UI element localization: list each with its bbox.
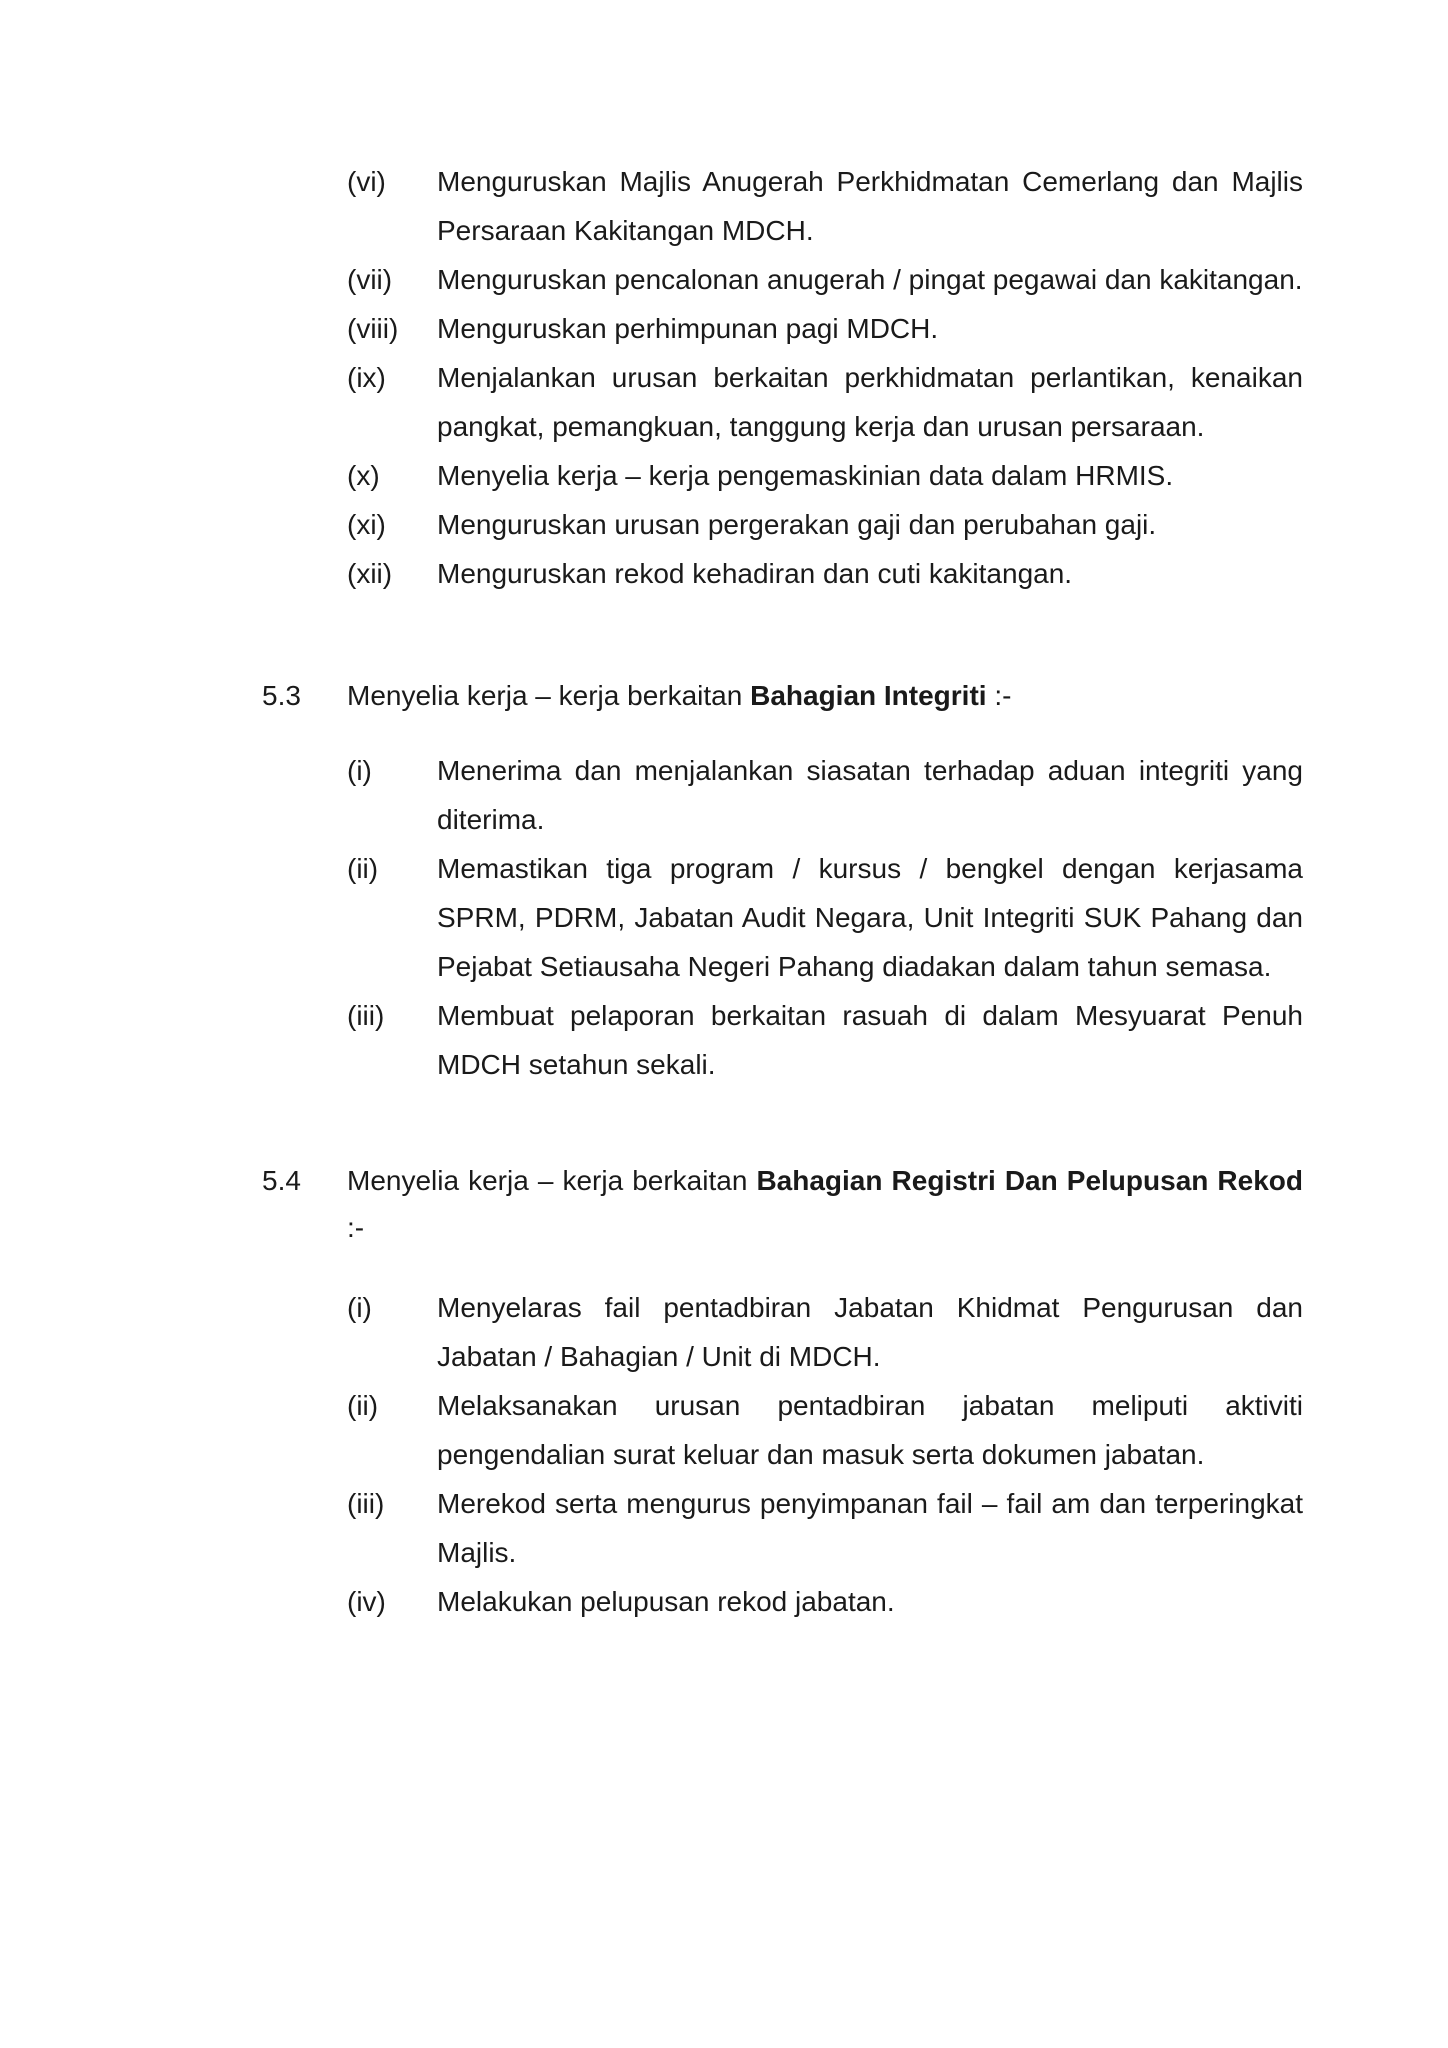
item-number: (vii): [347, 264, 393, 295]
section-heading-text: [347, 1157, 1303, 1251]
section-heading-bold: Bahagian Integriti: [750, 680, 987, 711]
section-heading-bold: Bahagian Registri Dan Pelupusan Rekod: [756, 1165, 1303, 1196]
item-text: Menguruskan urusan pergerakan gaji dan perubahan gaji.: [437, 509, 1157, 540]
item-text: Menguruskan Majlis Anugerah Perkhidmatan Cemerlang dan Majlis Persaraan Kakitangan MDCH.: [437, 166, 1303, 246]
item-text: Menguruskan rekod kehadiran dan cuti kakitangan.: [437, 558, 1073, 589]
list-5-3: [0, 746, 1448, 1089]
list-item-ii: [0, 844, 1448, 991]
item-number: (viii): [347, 313, 399, 344]
list-item-ix: [0, 353, 1448, 451]
item-text: Membuat pelaporan berkaitan rasuah di dalam Mesyuarat Penuh MDCH setahun sekali.: [437, 1000, 1303, 1080]
section-number: 5.3: [262, 680, 301, 711]
list-5-2-continued: [0, 157, 1448, 598]
item-text: Melaksanakan urusan pentadbiran jabatan meliputi aktiviti pengendalian surat keluar dan masuk serta dokumen jabatan.: [437, 1390, 1303, 1470]
item-text: Menyelia kerja – kerja pengemaskinian data dalam HRMIS.: [437, 460, 1174, 491]
item-number: (xi): [347, 509, 386, 540]
list-item-i: [0, 1283, 1448, 1381]
list-item-xi: [0, 500, 1448, 549]
item-text: Menguruskan pencalonan anugerah / pingat pegawai dan kakitangan.: [437, 264, 1303, 295]
list-item-iii: [0, 991, 1448, 1089]
section-heading-suffix: :-: [986, 680, 1012, 711]
list-item-vii: [0, 255, 1448, 304]
section-heading-prefix: Menyelia kerja – kerja berkaitan: [347, 680, 751, 711]
item-text: Menjalankan urusan berkaitan perkhidmatan perlantikan, kenaikan pangkat, pemangkuan, tanggung kerja dan urusan persaraan.: [437, 362, 1303, 442]
item-number: (iii): [347, 1000, 385, 1031]
item-number: (iv): [347, 1586, 386, 1617]
item-number: (i): [347, 755, 372, 786]
list-item-i: [0, 746, 1448, 844]
item-number: (iii): [347, 1488, 385, 1519]
list-item-iii: [0, 1479, 1448, 1577]
list-item-xii: [0, 549, 1448, 598]
list-item-vi: [0, 157, 1448, 255]
item-number: (x): [347, 460, 380, 491]
item-text: Merekod serta mengurus penyimpanan fail – fail am dan terperingkat Majlis.: [437, 1488, 1303, 1568]
item-text: Menyelaras fail pentadbiran Jabatan Khidmat Pengurusan dan Jabatan / Bahagian / Unit di MDCH.: [437, 1292, 1303, 1372]
list-item-x: [0, 451, 1448, 500]
section-heading-prefix: Menyelia kerja – kerja berkaitan: [347, 1165, 757, 1196]
section-heading-text: [347, 672, 1303, 719]
list-5-4: [0, 1283, 1448, 1626]
section-5-3-heading: [0, 672, 1448, 719]
item-number: (i): [347, 1292, 372, 1323]
list-item-ii: [0, 1381, 1448, 1479]
item-number: (ii): [347, 853, 379, 884]
item-number: (ix): [347, 362, 386, 393]
section-number: 5.4: [262, 1165, 301, 1196]
list-item-iv: [0, 1577, 1448, 1626]
item-text: Memastikan tiga program / kursus / bengkel dengan kerjasama SPRM, PDRM, Jabatan Audit Negara, Unit Integriti SUK Pahang dan Pejabat Setiausaha Negeri Pahang diadakan dalam tahun semasa.: [437, 853, 1303, 982]
item-number: (ii): [347, 1390, 379, 1421]
item-number: (xii): [347, 558, 393, 589]
item-text: Menguruskan perhimpunan pagi MDCH.: [437, 313, 939, 344]
list-item-viii: [0, 304, 1448, 353]
item-text: Melakukan pelupusan rekod jabatan.: [437, 1586, 895, 1617]
item-number: (vi): [347, 166, 386, 197]
section-heading-suffix: :-: [347, 1212, 365, 1243]
item-text: Menerima dan menjalankan siasatan terhadap aduan integriti yang diterima.: [437, 755, 1303, 835]
section-5-4-heading: [0, 1157, 1448, 1251]
